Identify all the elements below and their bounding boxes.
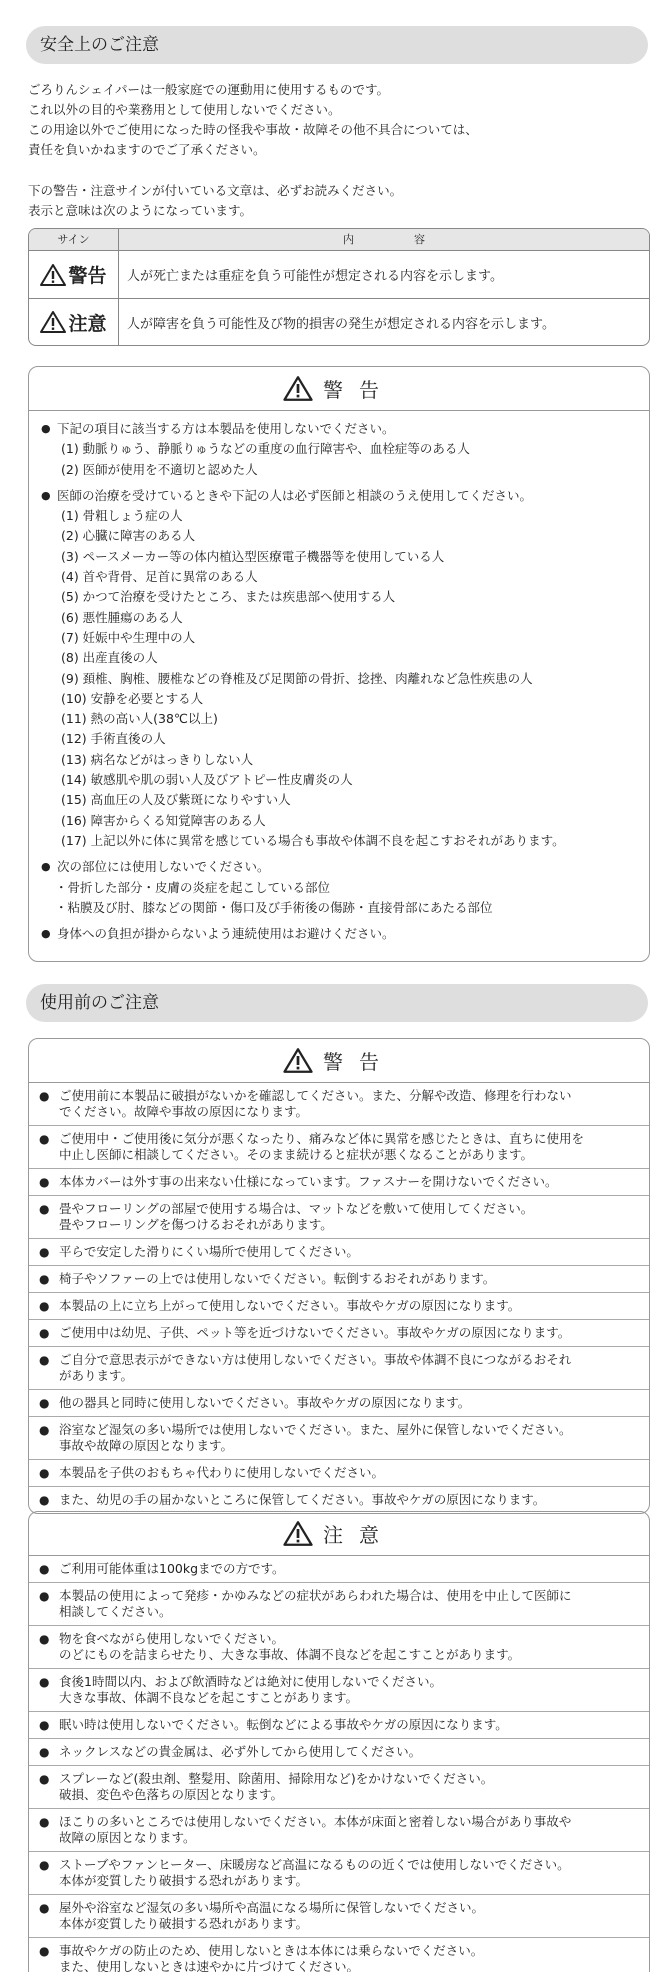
caution-line: ● 屋外や浴室など湿気の多い場所や高温になる場所に保管しないでください。 — [59, 1900, 485, 1915]
sign-notice-paragraph — [28, 181, 648, 221]
caution-list-item — [29, 1809, 649, 1852]
warning-block — [41, 419, 639, 480]
warning-block — [41, 924, 639, 944]
warning-list-item — [29, 1293, 649, 1320]
sign-label: 警告 — [68, 265, 107, 287]
warning-sub-item: ・粘膜及び肘、膝などの関節・傷口及び手術後の傷跡・直接骨部にあたる部位 — [55, 899, 493, 915]
warning-sub-item: (2) 心臓に障害のある人 — [61, 528, 196, 544]
caution-line: 本体が変質したり破損する恐れがあります。 — [59, 1873, 309, 1888]
caution-line: また、使用しないときは速やかに片づけてください。 — [59, 1959, 360, 1972]
warning-sub-item: (17) 上記以外に体に異常を感じている場合も事故や体調不良を起こすおそれがあります。 — [61, 832, 565, 848]
warning-line: 畳やフローリングを傷つけるおそれがあります。 — [59, 1217, 333, 1232]
warning-sub-item: (15) 高血圧の人及び紫斑になりやすい人 — [61, 792, 291, 808]
warning-sub-item: ・骨折した部分・皮膚の炎症を起こしている部位 — [55, 879, 331, 895]
warning-line: ● ご自分で意思表示ができない方は使用しないでください。事故や体調不良につながるおそれ — [59, 1352, 572, 1367]
before-use-warning-list — [29, 1083, 649, 1513]
warning-box-title — [29, 367, 649, 411]
content-column-header: 内容 — [343, 233, 485, 246]
warning-sub-item: (8) 出産直後の人 — [61, 650, 158, 666]
warning-line: ● また、幼児の手の届かないところに保管してください。事故やケガの原因になります。 — [59, 1492, 546, 1507]
warning-bullet: ● 医師の治療を受けているときや下記の人は必ず医師と相談のうえ使用してください。 — [41, 486, 639, 506]
warning-block — [41, 857, 639, 918]
warning-sub-item: (3) ペースメーカー等の体内植込型医療電子機器等を使用している人 — [61, 548, 445, 564]
warning-list-item — [29, 1460, 649, 1487]
warning-sub-item: (11) 熱の高い人(38℃以上) — [61, 711, 218, 727]
warning-triangle-icon — [283, 1047, 313, 1074]
sign-meaning-table — [28, 228, 650, 346]
warning-list-item — [29, 1347, 649, 1390]
caution-list-item — [29, 1739, 649, 1766]
caution-line: ● ネックレスなどの貴金属は、必ず外してから使用してください。 — [59, 1744, 422, 1759]
warning-line: ● 本製品の上に立ち上がって使用しないでください。事故やケガの原因になります。 — [59, 1298, 521, 1313]
warning-list-item — [29, 1196, 649, 1239]
warning-sub-item: (1) 骨粗しょう症の人 — [61, 508, 183, 524]
warning-line: があります。 — [59, 1368, 134, 1383]
warning-bullet: ● 次の部位には使用しないでください。 — [41, 857, 639, 877]
sign-table-header — [29, 229, 649, 251]
warning-list-item — [29, 1320, 649, 1347]
warning-line: ● 本製品を子供のおもちゃ代わりに使用しないでください。 — [59, 1465, 385, 1480]
caution-list-item — [29, 1712, 649, 1739]
intro-line: この用途以外でご使用になった時の怪我や事故・故障その他不具合については、 — [28, 122, 478, 137]
caution-line: 破損、変色や色落ちの原因となります。 — [59, 1787, 284, 1802]
sign-description: 人が死亡または重症を負う可能性が想定される内容を示します。 — [127, 269, 503, 284]
caution-line: ● 事故やケガの防止のため、使用しないときは本体には乗らないでください。 — [59, 1943, 484, 1958]
caution-list-item — [29, 1895, 649, 1938]
warning-sub-item: (2) 医師が使用を不適切と認めた人 — [61, 461, 258, 477]
caution-box-title — [29, 1512, 649, 1556]
warning-sub-item: (16) 障害からくる知覚障害のある人 — [61, 812, 266, 828]
warning-title-text: 警告 — [323, 1050, 395, 1074]
warning-sub-item: (7) 妊娠中や生理中の人 — [61, 629, 196, 645]
warning-box-title — [29, 1039, 649, 1083]
warning-content — [29, 411, 649, 944]
warning-line: ● ご使用前に本製品に破損がないかを確認してください。また、分解や改造、修理を行わない — [59, 1088, 572, 1103]
warning-line: ● 椅子やソファーの上では使用しないでください。転倒するおそれがあります。 — [59, 1271, 496, 1286]
warning-sub-item: (1) 動脈りゅう、静脈りゅうなどの重度の血行障害や、血栓症等のある人 — [61, 441, 470, 457]
warning-bullet: ● 身体への負担が掛からないよう連続使用はお避けください。 — [41, 924, 639, 944]
warning-list-item — [29, 1487, 649, 1513]
caution-line: ● 眠い時は使用しないでください。転倒などによる事故やケガの原因になります。 — [59, 1717, 508, 1732]
caution-line: 大きな事故、体調不良などを起こすことがあります。 — [59, 1690, 359, 1705]
caution-line: 本体が変質したり破損する恐れがあります。 — [59, 1916, 309, 1931]
caution-list-item — [29, 1583, 649, 1626]
warning-line: ● 浴室など湿気の多い場所では使用しないでください。また、屋外に保管しないでください。 — [59, 1422, 572, 1437]
sign-label: 注意 — [68, 312, 107, 335]
sign-row-caution — [29, 298, 649, 345]
warning-line: ● 平らで安定した滑りにくい場所で使用してください。 — [59, 1244, 359, 1259]
section-title-safety: 安全上のご注意 — [26, 26, 648, 64]
section-title-before-use: 使用前のご注意 — [26, 984, 648, 1022]
caution-line: ● 物を食べながら使用しないでください。 — [59, 1631, 285, 1646]
caution-line: ● 本製品の使用によって発疹・かゆみなどの症状があらわれた場合は、使用を中止して医師に — [59, 1588, 572, 1603]
intro-paragraph — [28, 80, 648, 160]
caution-list-item — [29, 1852, 649, 1895]
sign-column-header: サイン — [29, 229, 119, 250]
caution-list-item — [29, 1556, 649, 1583]
caution-list-item — [29, 1766, 649, 1809]
warning-sub-item: (10) 安静を必要とする人 — [61, 690, 204, 706]
warning-line: 事故や故障の原因となります。 — [59, 1438, 234, 1453]
warning-box-safety — [28, 366, 650, 962]
notice-line: 表示と意味は次のようになっています。 — [28, 203, 253, 218]
caution-line: ● ご利用可能体重は100kgまでの方です。 — [59, 1561, 285, 1576]
caution-triangle-icon — [40, 310, 66, 334]
warning-sub-item: (5) かつて治療を受けたところ、または疾患部へ使用する人 — [61, 589, 396, 605]
warning-list-item — [29, 1239, 649, 1266]
intro-line: 責任を負いかねますのでご了承ください。 — [28, 142, 266, 157]
caution-line: 故障の原因となります。 — [59, 1830, 196, 1845]
warning-sub-item: (13) 病名などがはっきりしない人 — [61, 751, 254, 767]
warning-bullet: ● 下記の項目に該当する方は本製品を使用しないでください。 — [41, 419, 639, 439]
caution-line: ● 食後1時間以内、および飲酒時などは絶対に使用しないでください。 — [59, 1674, 442, 1689]
warning-title-text: 警告 — [323, 378, 395, 402]
caution-list-item — [29, 1626, 649, 1669]
caution-line: ● ストーブやファンヒーター、床暖房など高温になるものの近くでは使用しないでください。 — [59, 1857, 570, 1872]
notice-line: 下の警告・注意サインが付いている文章は、必ずお読みください。 — [28, 183, 403, 198]
warning-sub-item: (9) 頚椎、胸椎、腰椎などの脊椎及び足関節の骨折、捻挫、肉離れなど急性疾患の人 — [61, 670, 533, 686]
warning-block — [41, 486, 639, 851]
warning-sub-item: (4) 首や背骨、足首に異常のある人 — [61, 569, 258, 585]
caution-list-item — [29, 1669, 649, 1712]
warning-sub-item: (12) 手術直後の人 — [61, 731, 166, 747]
sign-description: 人が障害を負う可能性及び物的損害の発生が想定される内容を示します。 — [127, 316, 555, 332]
sign-row-warning — [29, 251, 649, 298]
warning-list-item — [29, 1169, 649, 1196]
warning-line: 中止し医師に相談してください。そのまま続けると症状が悪くなることがあります。 — [59, 1147, 534, 1162]
warning-line: ● 他の器具と同時に使用しないでください。事故やケガの原因になります。 — [59, 1395, 471, 1410]
intro-line: ごろりんシェイパーは一般家庭での運動用に使用するものです。 — [28, 82, 390, 97]
caution-line: のどにものを詰まらせたり、大きな事故、体調不良などを起こすことがあります。 — [59, 1647, 521, 1662]
caution-line: 相談してください。 — [59, 1604, 172, 1619]
caution-title-text: 注意 — [323, 1523, 395, 1547]
warning-sub-item: (14) 敏感肌や肌の弱い人及びアトピー性皮膚炎の人 — [61, 772, 353, 788]
warning-sub-item: (6) 悪性腫瘍のある人 — [61, 609, 183, 625]
warning-line: ● ご使用中・ご使用後に気分が悪くなったり、痛みなど体に異常を感じたときは、直ちに使用を — [59, 1131, 585, 1146]
warning-list-item — [29, 1126, 649, 1169]
caution-box — [28, 1511, 650, 1972]
warning-line: ● ご使用中は幼児、子供、ペット等を近づけないでください。事故やケガの原因になります。 — [59, 1325, 571, 1340]
warning-list-item — [29, 1417, 649, 1460]
caution-line: ● スプレーなど(殺虫剤、整髪用、除菌用、掃除用など)をかけないでください。 — [59, 1771, 494, 1786]
caution-list-item — [29, 1938, 649, 1972]
warning-line: ● 本体カバーは外す事の出来ない仕様になっています。ファスナーを開けないでください。 — [59, 1174, 558, 1189]
warning-list-item — [29, 1083, 649, 1126]
warning-list-item — [29, 1266, 649, 1293]
warning-line: ● 畳やフローリングの部屋で使用する場合は、マットなどを敷いて使用してください。 — [59, 1201, 534, 1216]
warning-line: でください。故障や事故の原因になります。 — [59, 1104, 309, 1119]
intro-line: これ以外の目的や業務用として使用しないでください。 — [28, 102, 341, 117]
caution-triangle-icon — [283, 1520, 313, 1547]
warning-box-before-use — [28, 1038, 650, 1514]
warning-triangle-icon — [40, 263, 66, 287]
warning-list-item — [29, 1390, 649, 1417]
caution-list — [29, 1556, 649, 1972]
warning-triangle-icon — [283, 375, 313, 402]
caution-line: ● ほこりの多いところでは使用しないでください。本体が床面と密着しない場合があり事故や — [59, 1814, 572, 1829]
